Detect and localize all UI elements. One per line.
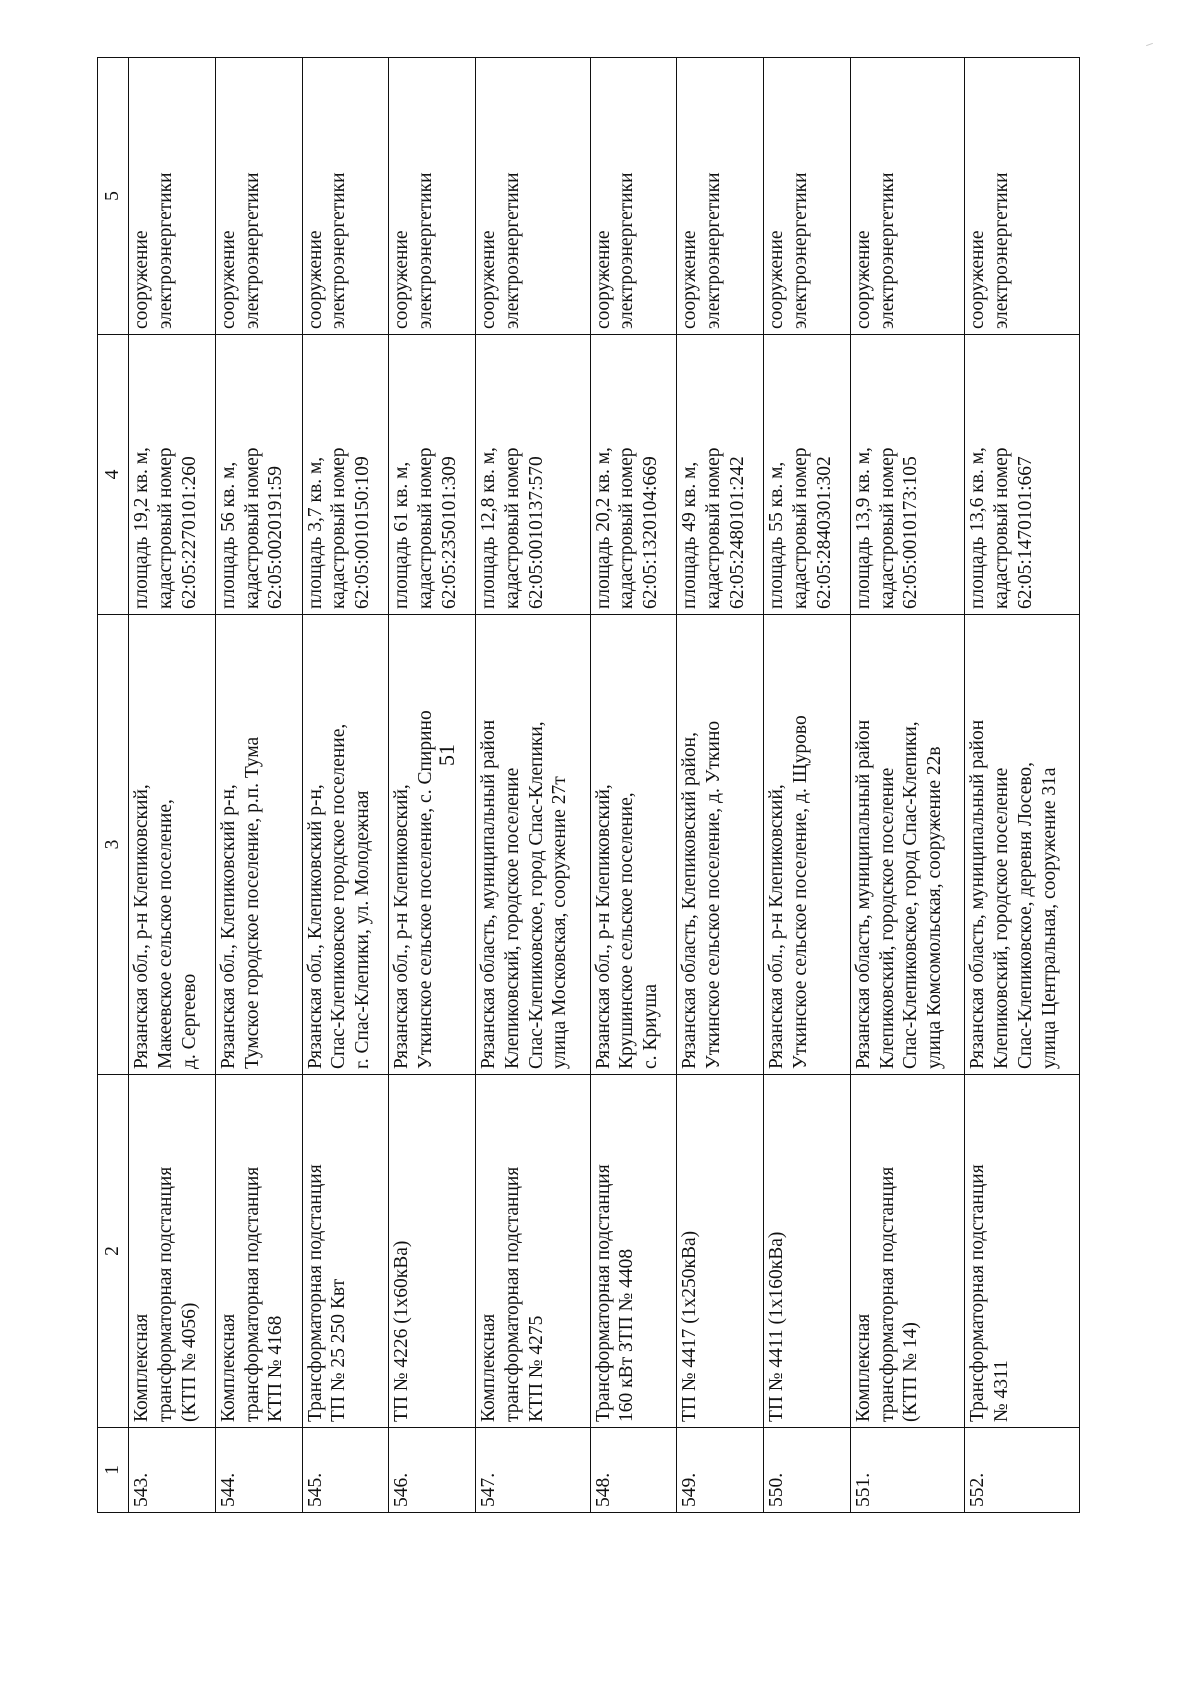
address-cell: Рязанская область, муниципальный район Клепиковский, городское поселение Спас-Клепиковское, деревня Лосево, улица Центральная, сооружение 31а [965,615,1080,1075]
object-name-cell: Трансформаторная подстанция 160 кВт ЗТП № 4408 [590,1075,677,1428]
column-header: 2 [98,1075,129,1428]
details-cell: площадь 55 кв. м, кадастровый номер 62:05:2840301:302 [764,335,851,615]
details-cell: площадь 61 кв. м, кадастровый номер 62:05:2350101:309 [389,335,476,615]
object-type-cell: сооружение электроэнергетики [850,58,965,335]
table-row [215,58,302,1513]
object-name-cell: Комплексная трансформаторная подстанция (КТП № 4056) [129,1075,216,1428]
address-cell: Рязанская обл., р-н Клепиковский, Уткинское сельское поселение, д. Щурово [764,615,851,1075]
details-cell: площадь 20,2 кв. м, кадастровый номер 62:05:1320104:669 [590,335,677,615]
address-cell: Рязанская область, Клепиковский район, Уткинское сельское поселение, д. Уткино [677,615,764,1075]
column-header: 3 [98,615,129,1075]
object-type-cell: сооружение электроэнергетики [764,58,851,335]
row-number-cell: 550. [764,1428,851,1513]
details-cell: площадь 56 кв. м, кадастровый номер 62:05:0020191:59 [215,335,302,615]
details-cell: площадь 3,7 кв. м, кадастровый номер 62:05:0010150:109 [302,335,389,615]
rotated-table-container [97,58,1080,1513]
row-number-cell: 548. [590,1428,677,1513]
object-type-cell: сооружение электроэнергетики [129,58,216,335]
page-number: 51 [434,744,459,766]
details-cell: площадь 19,2 кв. м, кадастровый номер 62:05:2270101:260 [129,335,216,615]
row-number-cell: 552. [965,1428,1080,1513]
details-cell: площадь 49 кв. м, кадастровый номер 62:05:2480101:242 [677,335,764,615]
table-row [590,58,677,1513]
table-row [476,58,591,1513]
property-registry-table [97,57,1080,1513]
details-cell: площадь 13,9 кв. м, кадастровый номер 62:05:0010173:105 [850,335,965,615]
address-cell: Рязанская область, муниципальный район Клепиковский, городское поселение Спас-Клепиковское, город Спас-Клепики, улица Московская, сооружение 27т [476,615,591,1075]
address-cell: Рязанская обл., р-н Клепиковский, Уткинское сельское поселение, с. Спирино [389,615,476,1075]
object-name-cell: ТП № 4226 (1х60кВа) [389,1075,476,1428]
table-row [389,58,476,1513]
column-header: 5 [98,58,129,335]
row-number-cell: 546. [389,1428,476,1513]
table-row [850,58,965,1513]
details-cell: площадь 12,8 кв. м, кадастровый номер 62:05:0010137:570 [476,335,591,615]
row-number-cell: 543. [129,1428,216,1513]
row-number-cell: 549. [677,1428,764,1513]
object-name-cell: ТП № 4411 (1х160кВа) [764,1075,851,1428]
table-row [302,58,389,1513]
address-cell: Рязанская обл., Клепиковский р-н, Тумское городское поселение, р.п. Тума [215,615,302,1075]
object-name-cell: Трансформаторная подстанция ТП № 25 250 Квт [302,1075,389,1428]
object-type-cell: сооружение электроэнергетики [965,58,1080,335]
object-name-cell: Комплексная трансформаторная подстанция (КТП № 14) [850,1075,965,1428]
object-type-cell: сооружение электроэнергетики [215,58,302,335]
column-header: 1 [98,1428,129,1513]
table-header-row [98,58,129,1513]
object-name-cell: Трансформаторная подстанция № 4311 [965,1075,1080,1428]
object-name-cell: Комплексная трансформаторная подстанция КТП № 4168 [215,1075,302,1428]
table-row [129,58,216,1513]
object-type-cell: сооружение электроэнергетики [389,58,476,335]
object-name-cell: Комплексная трансформаторная подстанция КТП № 4275 [476,1075,591,1428]
address-cell: Рязанская обл., р-н Клепиковский, Крушинское сельское поселение, с. Криуша [590,615,677,1075]
details-cell: площадь 13,6 кв. м, кадастровый номер 62:05:1470101:667 [965,335,1080,615]
address-cell: Рязанская обл., Клепиковский р-н, Спас-Клепиковское городское поселение, г. Спас-Клепики, ул. Молодежная [302,615,389,1075]
row-number-cell: 551. [850,1428,965,1513]
table-row [764,58,851,1513]
column-header: 4 [98,335,129,615]
object-type-cell: сооружение электроэнергетики [590,58,677,335]
address-cell: Рязанская область, муниципальный район Клепиковский, городское поселение Спас-Клепиковское, город Спас-Клепики, улица Комсомольская, сооружение 22в [850,615,965,1075]
table-row [965,58,1080,1513]
object-type-cell: сооружение электроэнергетики [302,58,389,335]
object-type-cell: сооружение электроэнергетики [476,58,591,335]
address-cell: Рязанская обл., р-н Клепиковский, Макеевское сельское поселение, д. Сергеево [129,615,216,1075]
table-row [677,58,764,1513]
row-number-cell: 545. [302,1428,389,1513]
object-type-cell: сооружение электроэнергетики [677,58,764,335]
scan-speck [1146,43,1153,46]
row-number-cell: 547. [476,1428,591,1513]
object-name-cell: ТП № 4417 (1х250кВа) [677,1075,764,1428]
row-number-cell: 544. [215,1428,302,1513]
